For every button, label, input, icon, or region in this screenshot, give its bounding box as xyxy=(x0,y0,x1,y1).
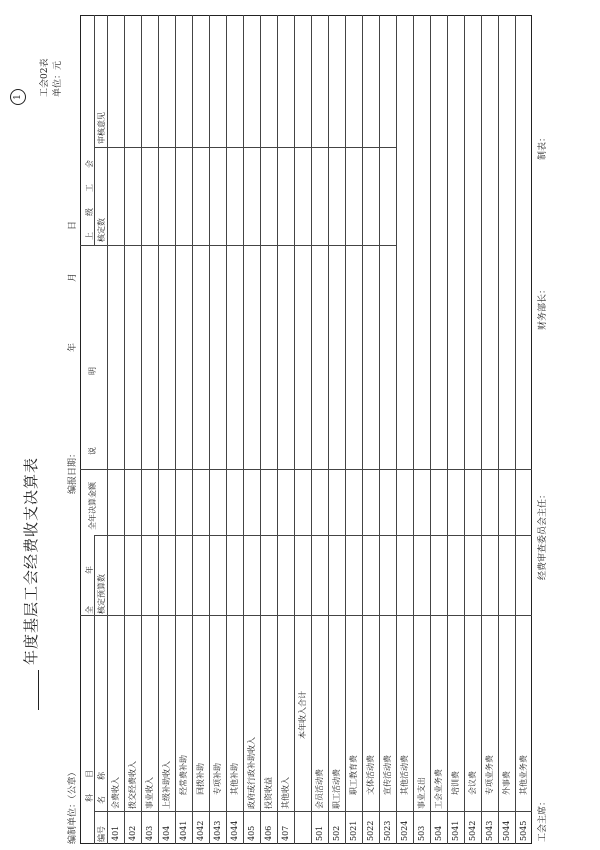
grid-line xyxy=(80,469,396,470)
row-code: 504 xyxy=(434,825,443,841)
grid-line xyxy=(413,15,414,844)
row-code: 407 xyxy=(281,825,290,841)
grid-line xyxy=(94,535,396,536)
grid-line xyxy=(226,15,227,844)
grid-line xyxy=(328,15,329,844)
grid-line xyxy=(379,15,380,844)
grid-line xyxy=(260,15,261,844)
footer-audit-chair: 经费审查委员会主任： xyxy=(538,489,548,580)
row-code: 4042 xyxy=(196,820,205,841)
grid-line xyxy=(94,147,396,148)
row-code: 5021 xyxy=(349,820,358,841)
row-code: 501 xyxy=(315,825,324,841)
unit-label: 单位：元 xyxy=(53,60,63,97)
row-code: 503 xyxy=(417,825,426,841)
row-name: 事业支出 xyxy=(417,777,426,809)
row-code: 5024 xyxy=(400,820,409,841)
row-code: 401 xyxy=(111,825,120,841)
row-code: 5043 xyxy=(485,820,494,841)
row-code: 5041 xyxy=(451,820,460,841)
grid-line xyxy=(141,15,142,844)
grid-line xyxy=(396,535,532,536)
grid-line xyxy=(294,15,295,844)
header-subject: 科 目 xyxy=(85,770,94,802)
row-name: 工会业务费 xyxy=(434,769,443,809)
footer-preparer: 制表： xyxy=(538,132,548,160)
row-code: 403 xyxy=(145,825,154,841)
grid-line xyxy=(430,15,431,844)
row-name: 会员活动费 xyxy=(315,769,324,809)
grid-line xyxy=(175,15,176,844)
year-blank xyxy=(38,670,39,710)
row-code: 4041 xyxy=(179,820,188,841)
row-name: 其他业务费 xyxy=(519,755,528,795)
header-annual: 全 年 xyxy=(85,566,94,614)
report-date-month: 月 xyxy=(68,272,78,282)
row-name: 职工活动费 xyxy=(332,769,341,809)
circle-number: 1 xyxy=(10,89,26,105)
grid-line xyxy=(345,15,346,844)
row-name: 专项业务费 xyxy=(485,755,494,795)
row-code: 4044 xyxy=(230,820,239,841)
grid-line xyxy=(124,15,125,844)
row-name: 职工教育费 xyxy=(349,755,358,795)
row-code: 502 xyxy=(332,825,341,841)
grid-line xyxy=(311,15,312,844)
grid-line xyxy=(362,15,363,844)
grid-line xyxy=(80,245,396,246)
header-code: 编号 xyxy=(97,826,106,842)
grid-line xyxy=(396,15,397,844)
row-name: 政府或行政补助收入 xyxy=(247,737,256,809)
row-code: 406 xyxy=(264,825,273,841)
header-final-amount: 全年决算金额 xyxy=(88,482,97,530)
row-name: 事业收入 xyxy=(145,777,154,809)
row-code: 5044 xyxy=(502,820,511,841)
row-name: 会费收入 xyxy=(111,777,120,809)
row-name: 其他补助 xyxy=(230,763,239,795)
form-code: 工会02表 xyxy=(40,58,50,97)
row-name: 本年收入合计 xyxy=(298,691,307,739)
row-name: 拨交经费收入 xyxy=(128,761,137,809)
grid-line xyxy=(396,469,532,470)
row-name: 上级补助收入 xyxy=(162,761,171,809)
page-title: 年度基层工会经费收支决算表 xyxy=(22,456,40,665)
row-name: 宣传活动费 xyxy=(383,755,392,795)
grid-line xyxy=(209,15,210,844)
footer-chair: 工会主席： xyxy=(538,796,548,842)
row-code: 404 xyxy=(162,825,171,841)
row-code: 402 xyxy=(128,825,137,841)
compiler-label: 编制单位：（公章） xyxy=(68,767,78,844)
grid-line xyxy=(94,811,532,812)
footer-finance-head: 财务部长： xyxy=(538,284,548,330)
header-description: 说 明 xyxy=(88,367,97,455)
grid-line xyxy=(447,15,448,844)
header-opinion: 审核意见 xyxy=(97,112,106,144)
report-date-year: 年 xyxy=(68,342,78,352)
row-name: 投资收益 xyxy=(264,777,273,809)
row-name: 经常费补助 xyxy=(179,755,188,795)
row-name: 专项补助 xyxy=(213,763,222,795)
row-name: 培训费 xyxy=(451,771,460,795)
row-code: 5022 xyxy=(366,820,375,841)
row-code: 5023 xyxy=(383,820,392,841)
row-name: 外事费 xyxy=(502,771,511,795)
report-date-label: 编报日期： xyxy=(68,448,78,494)
row-name: 回拨补助 xyxy=(196,763,205,795)
row-code: 4043 xyxy=(213,820,222,841)
header-budget: 核定预算数 xyxy=(97,574,106,614)
grid-line xyxy=(464,15,465,844)
grid-line xyxy=(277,15,278,844)
grid-line xyxy=(515,15,516,844)
row-name: 文体活动费 xyxy=(366,755,375,795)
grid-line xyxy=(158,15,159,844)
grid-line xyxy=(243,15,244,844)
header-upper-union: 上 级 工 会 xyxy=(85,160,94,240)
row-name: 其他收入 xyxy=(281,777,290,809)
grid-line xyxy=(481,15,482,844)
grid-line xyxy=(192,15,193,844)
row-code: 5045 xyxy=(519,820,528,841)
row-code: 405 xyxy=(247,825,256,841)
row-code: 5042 xyxy=(468,820,477,841)
grid-line xyxy=(498,15,499,844)
row-name: 会议费 xyxy=(468,771,477,795)
header-approved: 核定数 xyxy=(97,218,106,242)
header-name: 名 称 xyxy=(97,772,106,804)
report-date-day: 日 xyxy=(68,220,78,230)
row-name: 其他活动费 xyxy=(400,755,409,795)
